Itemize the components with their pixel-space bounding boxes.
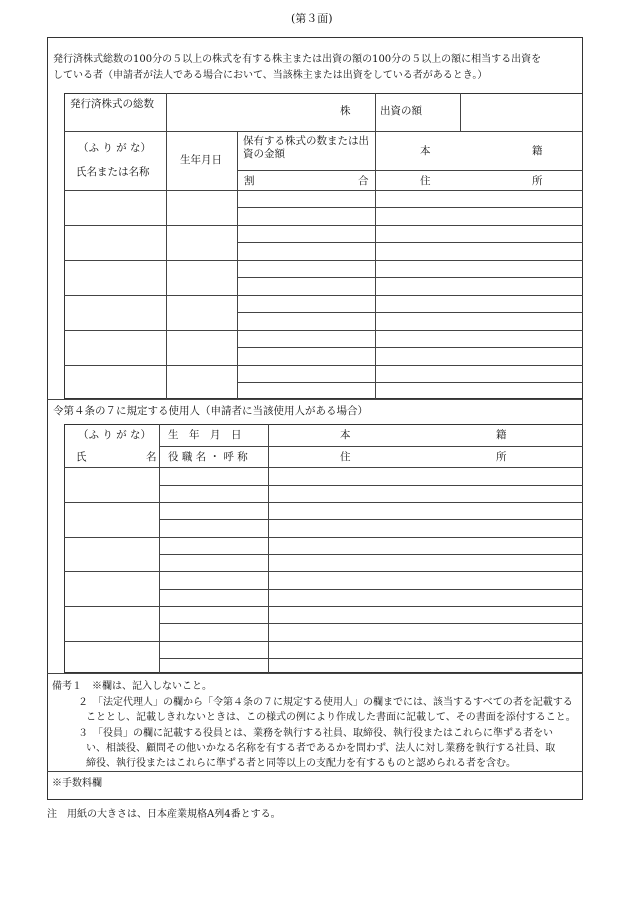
note-2-line1: ２ 「法定代理人」の欄から「令第４条の７に規定する使用人」の欄までには、該当するすべての者を記載する: [78, 697, 573, 708]
emp-furigana-label: （ふ り が な）: [78, 429, 152, 441]
total-shares-label: 発行済株式の総数: [70, 98, 154, 110]
footer-note: 注 用紙の大きさは、日本産業規格A列4番とする。: [47, 809, 281, 820]
employee-row[interactable]: [65, 538, 158, 571]
emp-address-label-2: 所: [496, 451, 507, 463]
sh-name-label: 氏名または名称: [76, 166, 150, 178]
capital-amount-label: 出資の額: [380, 105, 422, 117]
capital-amount-value[interactable]: [461, 94, 582, 131]
shares-unit: 株: [340, 105, 351, 117]
sh-domicile-label-1: 本: [420, 145, 431, 157]
note-2-line2: こととし、記載しきれないときは、この様式の例により作成した書面に記載して、その書面を添付すること。: [86, 712, 576, 723]
employee-row[interactable]: [65, 572, 158, 606]
sh-address-label-2: 所: [532, 175, 543, 187]
fee-label: ※手数料欄: [52, 778, 102, 789]
sh-ratio-label-2: 合: [358, 175, 369, 187]
shareholder-row[interactable]: [65, 191, 165, 225]
shareholder-row[interactable]: [65, 226, 165, 260]
note-1: 備考１ ※欄は、記入しないこと。: [52, 681, 212, 692]
sh-birthdate-label: 生年月日: [180, 154, 222, 166]
shareholder-row[interactable]: [65, 261, 165, 295]
emp-address-label-1: 住: [340, 451, 351, 463]
shareholder-row[interactable]: [65, 296, 165, 330]
emp-domicile-label-2: 籍: [496, 429, 507, 441]
emp-birthdate-label: 生 年 月 日: [168, 429, 242, 441]
fee-field[interactable]: [110, 772, 582, 799]
sh-address-label-1: 住: [420, 175, 431, 187]
note-3-line1: ３ 「役員」の欄に記載する役員とは、業務を執行する社員、取締役、執行役またはこれらに準ずる者をい: [78, 728, 553, 739]
emp-domicile-label-1: 本: [340, 429, 351, 441]
employee-row[interactable]: [65, 642, 158, 672]
sh-holdings-label: 保有する株式の数または出資の金額: [243, 135, 369, 160]
note-3-line2: い、相談役、顧問その他いかなる名称を有する者であるかを問わず、法人に対し業務を執行する社員、取: [86, 743, 556, 754]
shareholders-heading-line1: 発行済株式総数の100分の５以上の株式を有する株主または出資の額の100分の５以上の額に相当する出資を: [53, 54, 542, 65]
sh-furigana-label: （ふ り が な）: [78, 142, 152, 154]
sh-domicile-label-2: 籍: [532, 145, 543, 157]
page-label: (第３面): [291, 12, 333, 25]
employee-row[interactable]: [65, 503, 158, 537]
emp-name-label-2: 名: [146, 451, 157, 463]
shareholders-heading-line2: している者（申請者が法人である場合において、当該株主または出資をしている者があるとき。）: [53, 70, 488, 81]
emp-position-label: 役 職 名 ・ 呼 称: [168, 451, 248, 463]
employee-row[interactable]: [65, 468, 158, 502]
emp-name-label-1: 氏: [76, 451, 87, 463]
shareholder-row[interactable]: [65, 331, 165, 365]
shareholder-row[interactable]: [65, 366, 165, 398]
sh-ratio-label-1: 割: [244, 175, 255, 187]
note-3-line3: 締役、執行役またはこれらに準ずる者と同等以上の支配力を有するものと認められる者を含む。: [86, 758, 516, 769]
employees-heading: 令第４条の７に規定する使用人（申請者に当該使用人がある場合）: [53, 405, 368, 417]
employee-row[interactable]: [65, 607, 158, 641]
